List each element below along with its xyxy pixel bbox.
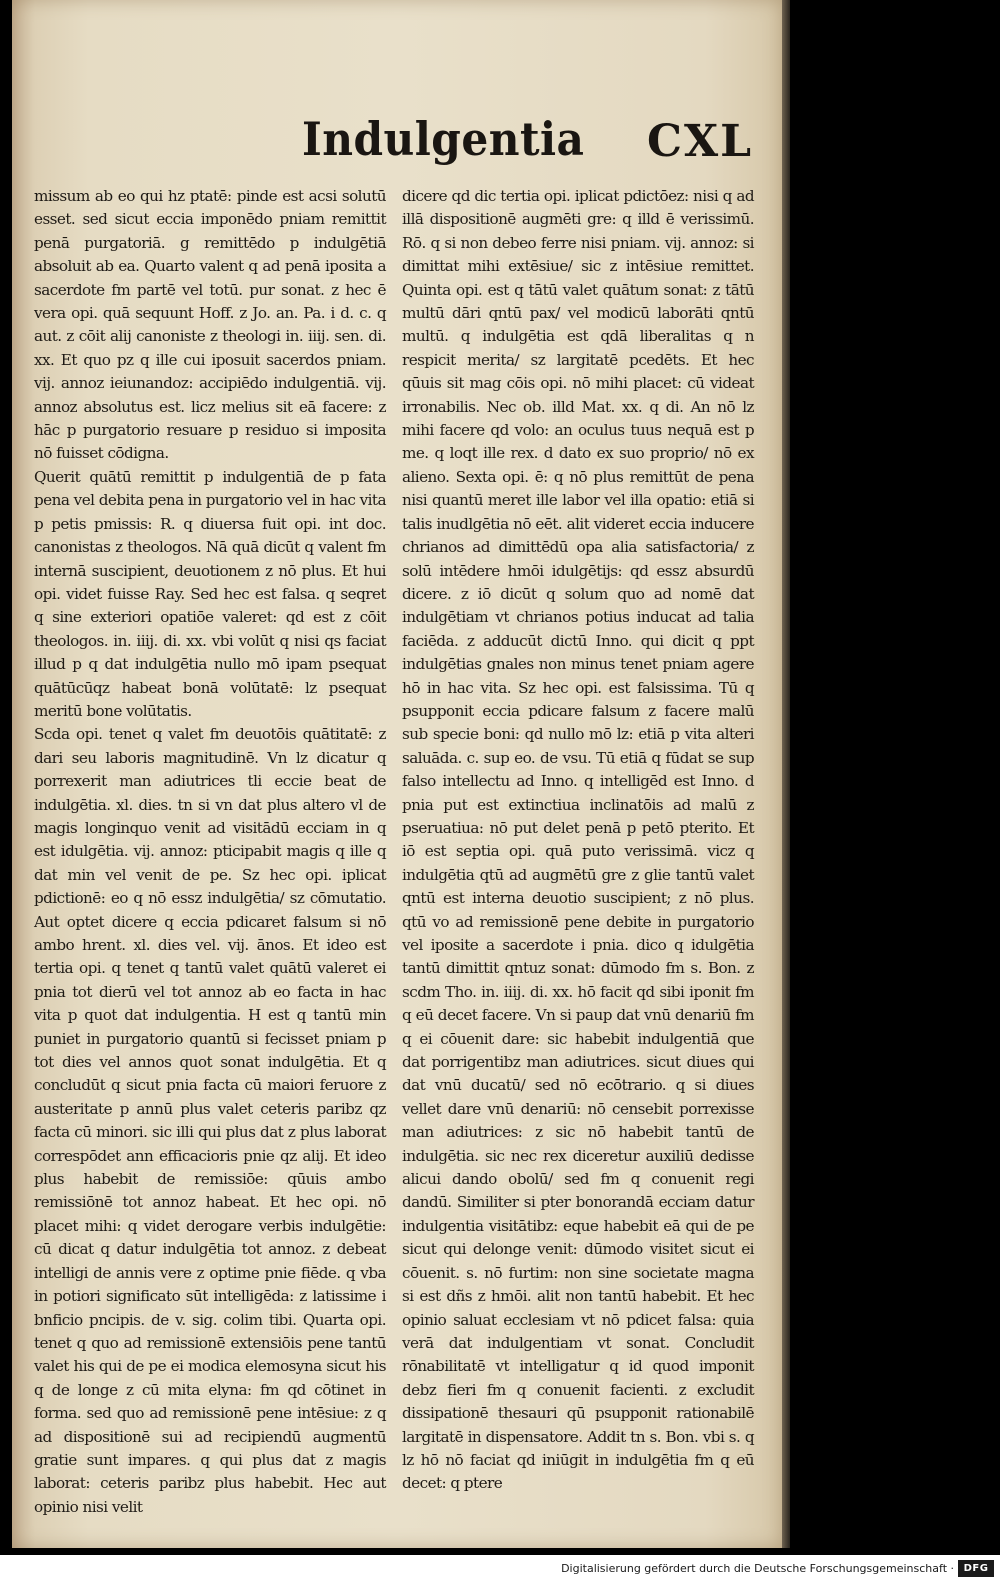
paragraph: Scda opi. tenet q valet fm deuotōis quātitatē: z dari seu laboris magnitudinē. Vn lz dicatur q porrexerit man adiutrices tli eccie beat de indulgētia. xl. dies. tn si vn dat plus altero vl de magis longinquo venit ad visitādū ecciam in q est idulgētia. vij. annoz: pticipabit magis q ille q dat min vel venit de pe. Sz hec opi. iplicat pdictionē: eo q nō essz indulgētia/ sz cōmutatio. Aut optet dicere q eccia pdicaret falsum si nō ambo hrent. xl. dies vel. vij. ānos. Et ideo est tertia opi. q tenet q tantū valet quātū valeret ei pnia tot dierū vel tot annoz ab eo facta in hac vita p quot dat indulgentia. H est q tantū min puniet in purgatorio quantū si fecisset pniam p tot dies vel annos quot sonat indulgētia. Et q concludūt q sicut pnia facta cū maiori feruore z austeritate p annū plus valet ceteris paribz qz facta cū minori. sic illi qui plus dat z plus laborat correspōdet ann efficacioris pnie qz alij. Et ideo plus habebit de remissiōe: qūuis ambo remissiōnē tot annoz habeat. Et hec opi. nō placet mihi: q videt derogare verbis indulgētie: cū dicat q datur indulgētia tot annoz. z debeat intelligi de annis vere z optime pnie fiēde. q vba in potiori significato sūt intelligēda: z latissime i bnficio pncipis. de v. sig. colim tibi. Quarta opi. tenet q quo ad remissionē extensiōis pene tantū valet his qui de pe ei modica elemosyna sicut his q de longe z cū mita elyna: fm qd cōtinet in forma. sed quo ad remissionē pene intēsiue: z q ad dispositionē sui ad recipiendū augmentū gratie sunt impares. q qui plus dat z magis laborat: ceteris paribz plus habebit. Hec aut opinio nisi velit xyxy=(34,725,386,1516)
funding-credit: Digitalisierung gefördert durch die Deutsche Forschungsgemeinschaft · xyxy=(561,1562,954,1575)
paragraph: missum ab eo qui hz ptatē: pinde est acsi solutū esset. sed sicut eccia imponēdo pniam remittit penā purgatoriā. g remittēdo p indulgētiā absoluit ab ea. Quarto valent q ad penā iposita a sacerdote fm partē vel totū. pur sonat. z hec ē vera opi. quā sequunt Hoff. z Jo. an. Pa. i d. c. q aut. z cōit alij canoniste z theologi in. iiij. sen. di. xx. Et quo pz q ille cui iposuit sacerdos pniam. vij. annoz ieiunandoz: accipiēdo indulgentiā. vij. annoz absolutus est. licz melius sit eā facere: z hāc p purgatorio resuare p residuo si imposita nō fuisset cōdigna. xyxy=(34,187,386,463)
text-column-left xyxy=(34,185,386,1516)
paragraph: dicere qd dic tertia opi. iplicat pdictōez: nisi q ad illā dispositionē augmēti gre: q illd ē verissimū. Rō. q si non debeo ferre nisi pniam. vij. annoz: si dimittat mihi extēsiue/ sic z intēsiue remittet. Quinta opi. est q tātū valet quātum sonat: z tātū multū dāri qntū pax/ vel modicū laborāti qntū multū. q indulgētia est qdā liberalitas q n respicit merita/ sz largitatē pcedēts. Et hec qūuis sit mag cōis opi. nō mihi placet: cū videat irronabilis. Nec ob. illd Mat. xx. q di. An nō lz mihi facere qd volo: an oculus tuus nequā est p me. q loqt ille rex. d dato ex suo proprio/ nō ex alieno. Sexta opi. ē: q nō plus remittūt de pena nisi quantū meret ille labor vel illa opatio: etiā si talis inudlgētia nō eēt. alit videret eccia inducere chrianos ad dimittēdū opa alia satisfactoria/ z solū intēdere hmōi idulgētijs: qd essz absurdū dicere. z iō dicūt q solum quo ad nomē dat indulgētiam vt chrianos potius inducat ad talia faciēda. z adducūt dictū Inno. qui dicit q ppt indulgētias gnales non minus tenet pniam agere hō in hac vita. Sz hec opi. est falsissima. Tū q psupponit eccia pdicare falsum z facere malū sub specie boni: qd nullo mō lz: etiā p vita alteri saluāda. c. sup eo. de vsu. Tū etiā q fūdat se sup falso intellectu ad Inno. q intelligēd est Inno. d pnia put est extinctiua inclinatōis ad malū z pseruatiua: nō put delet penā p petō pterito. Et iō est septia opi. quā puto verissimā. vicz q indulgētia qtū ad augmētū gre z glie tantū valet qntū est interna deuotio suscipient; z nō plus. qtū vo ad remissionē pene debite in purgatorio vel iposite a sacerdote i pnia. dico q idulgētia tantū dimittit qntuz sonat: dūmodo fm s. Bon. z scdm Tho. in. iiij. di. xx. hō facit qd sibi iponit fm q eū decet facere. Vn si paup dat vnū denariū fm q ei cōuenit dare: sic habebit indulgentiā que dat porrigentibz man adiutrices. sicut diues qui dat vnū ducatū/ sed nō ecōtrario. q si diues vellet dare vnū denariū: nō censebit porrexisse man adiutrices: z sic nō habebit tantū de indulgētia. sic nec rex diceretur auxiliū dedisse alicui dando obolū/ sed fm q conuenit regi dandū. Similiter si pter bonorandā ecciam datur indulgentia visitātibz: eque habebit eā qui de pe sicut qui delonge venit: dūmodo visitet sicut ei cōuenit. s. nō furtim: non sine societate magna si est dñs z hmōi. alit non tantū habebit. Et hec opinio saluat ecclesiam vt nō pdicet falsa: quia verā dat indulgentiam vt sonat. Concludit rōnabilitatē vt intelligatur q id quod imponit debz fieri fm q conuenit facienti. z excludit dissipationē thesauri qū psupponit rationabilē largitatē in dispensatore. Addit tn s. Bon. vbi s. q lz hō nō faciat qd iniūgit in indulgētia fm q eū decet: q ptere xyxy=(402,187,754,1493)
book-page xyxy=(12,0,782,1548)
page-edge-shadow xyxy=(782,0,790,1548)
running-head xyxy=(302,112,762,182)
folio-number: CXL xyxy=(647,116,754,167)
text-column-right xyxy=(402,185,754,1493)
paragraph: Querit quātū remittit p indulgentiā de p fata pena vel debita pena in purgatorio vel in hac vita p petis pmissis: R. q diuersa fuit opi. int doc. canonistas z theologos. Nā quā dicūt q valent fm internā suscipient, deuotionem z nō plus. Et hui opi. videt fuisse Ray. Sed hec est falsa. q seqret q sine exteriori opatiōe valeret: qd est z cōit theologos. in. iiij. di. xx. vbi volūt q nisi qs faciat illud p q dat indulgētia nullo mō ipam psequat quātūcūqz habeat bonā volūtatē: lz psequat meritū bone volūtatis. xyxy=(34,467,386,720)
digitization-footer xyxy=(0,1555,1000,1583)
dfg-logo: DFG xyxy=(958,1560,994,1577)
page-headword: Indulgentia xyxy=(302,112,585,166)
